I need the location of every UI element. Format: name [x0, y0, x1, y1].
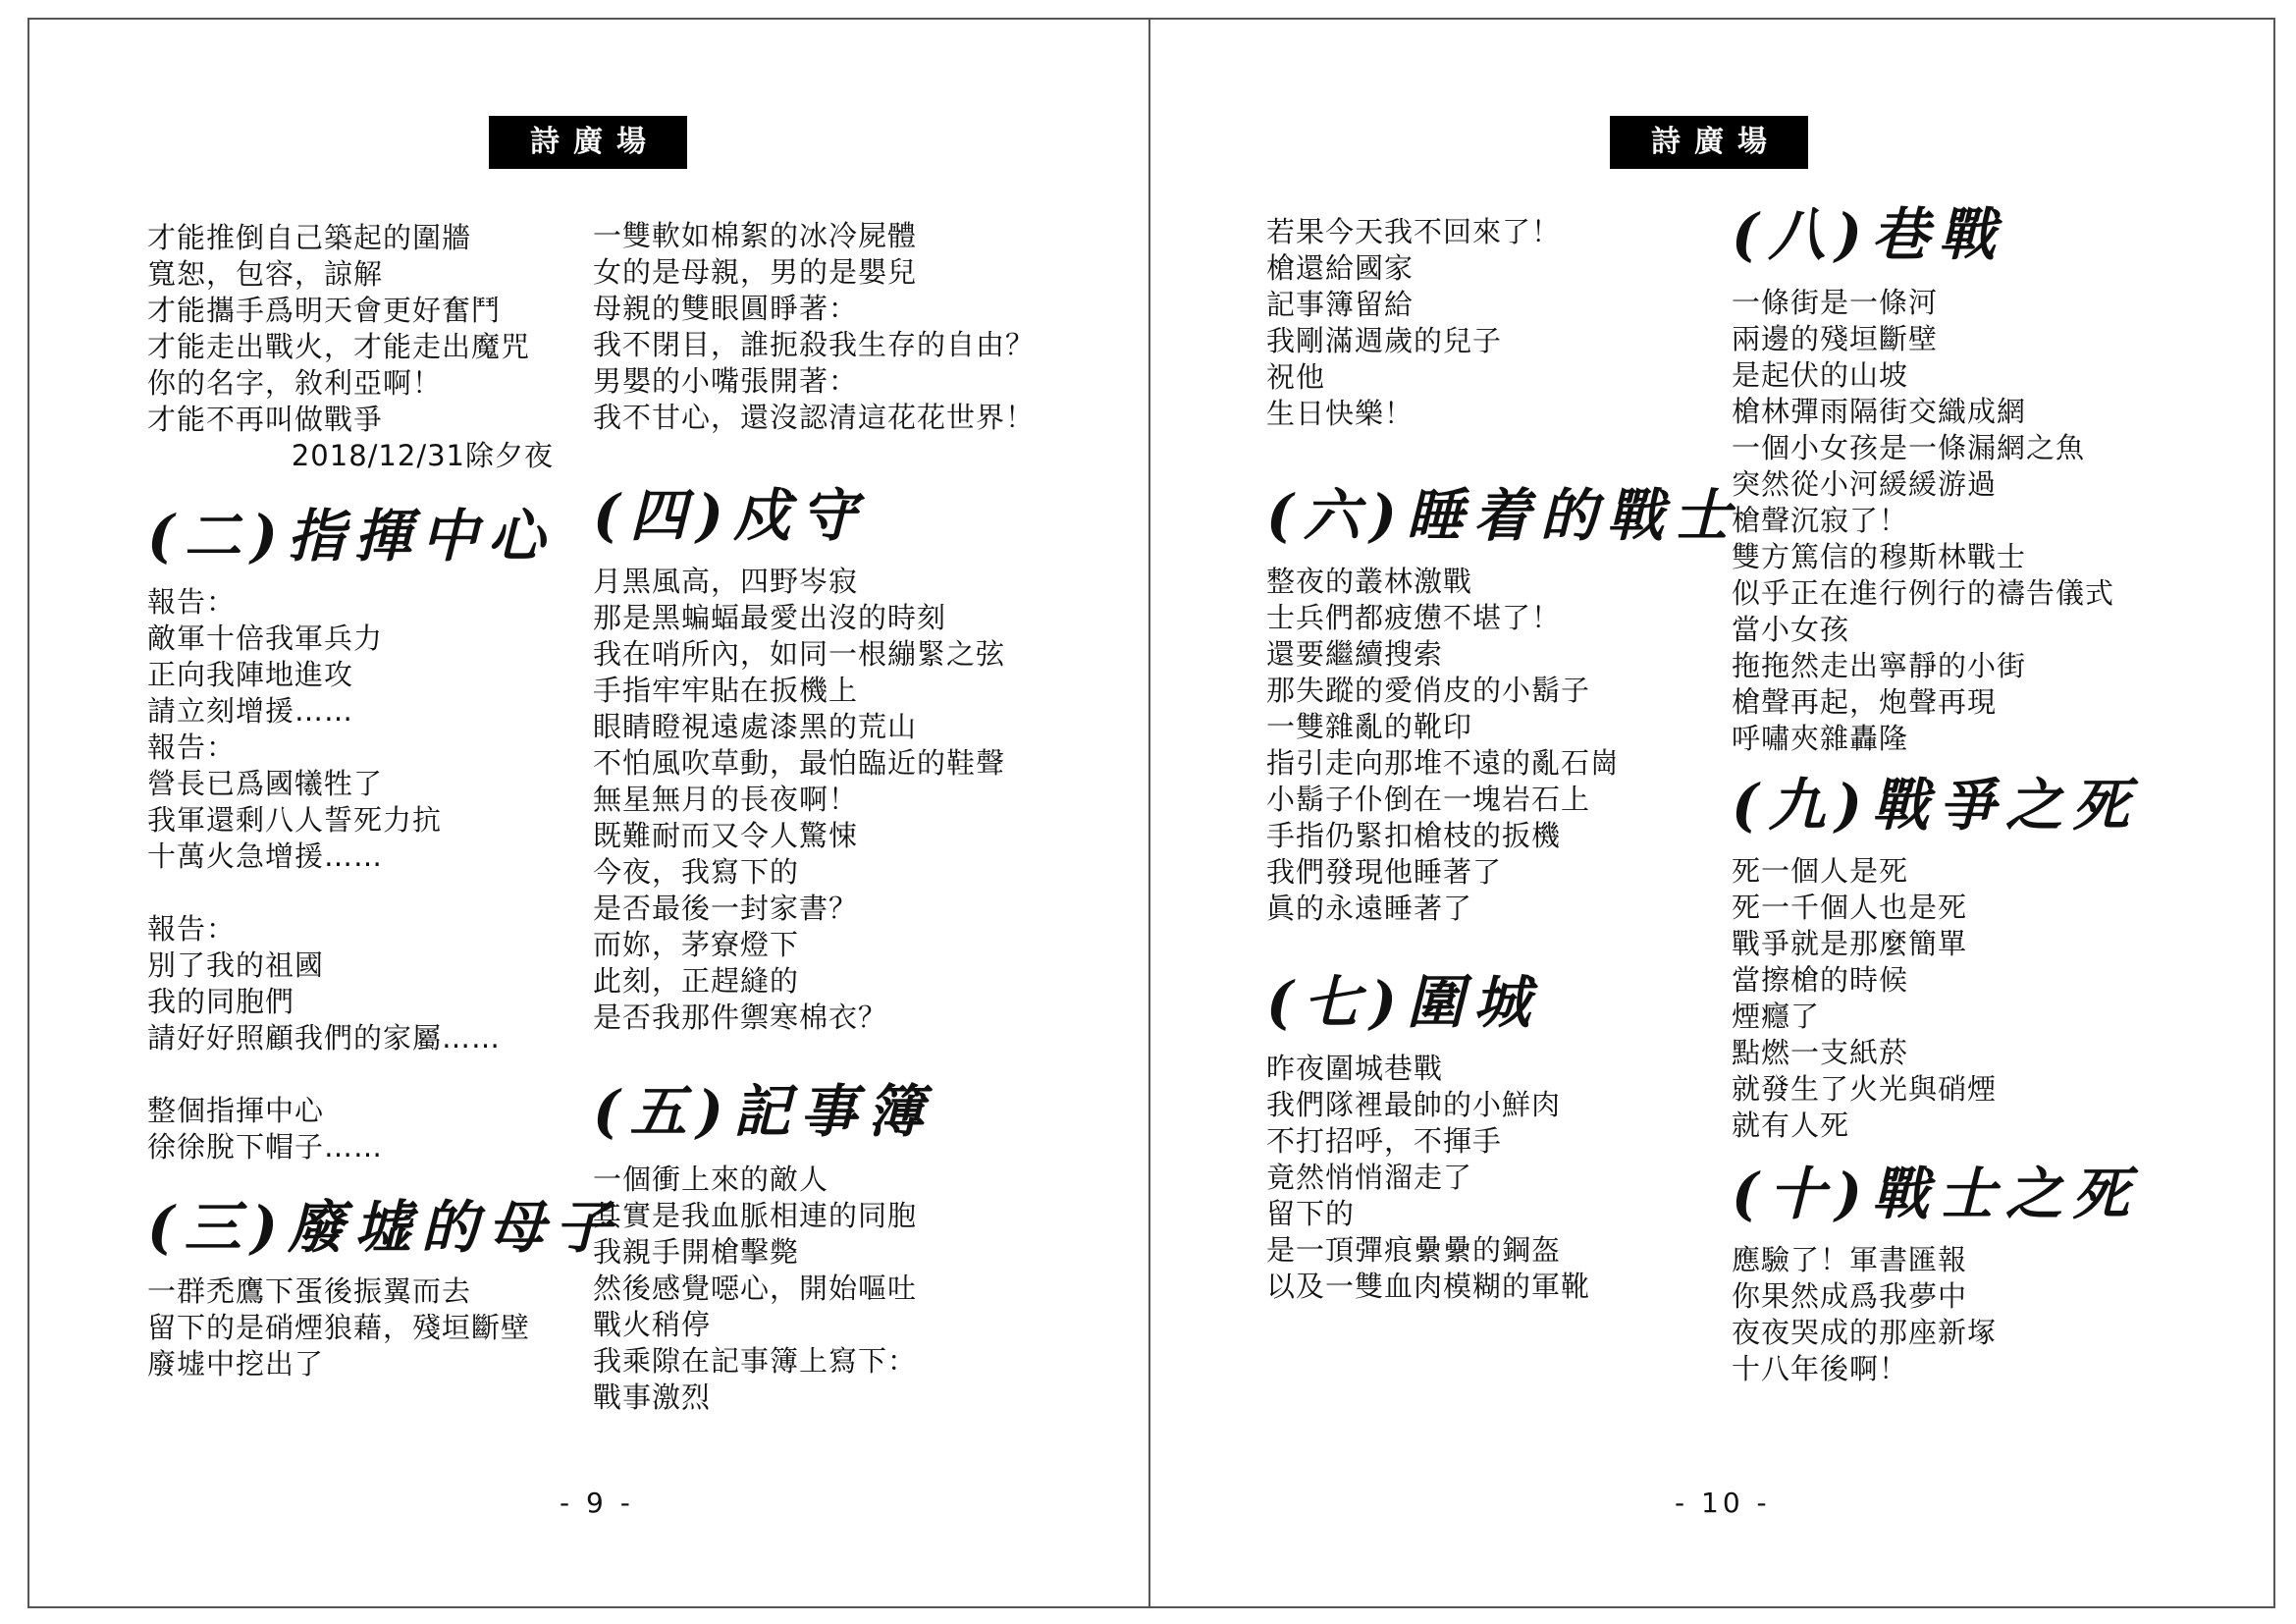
poem-line: 是一頂彈痕纍纍的鋼盔 [1266, 1233, 1562, 1267]
poem-line: 此刻，正趕縫的 [593, 964, 800, 998]
poem-line: 徐徐脫下帽子…… [147, 1130, 384, 1164]
poem-line: 死一千個人也是死 [1732, 891, 1968, 924]
section9-lines [1732, 853, 2183, 1144]
poem-line: 應驗了！軍書匯報 [1732, 1243, 1968, 1276]
poem-line: 當小女孩 [1732, 613, 1850, 646]
section3-lines [147, 1273, 560, 1382]
poem-line: 一條街是一條河 [1732, 286, 1939, 319]
section2-stanza1 [147, 584, 560, 875]
poem-line: 十萬火急增援…… [147, 839, 384, 873]
left-banner: 詩廣場 [489, 116, 687, 169]
poem-line: 雙方篤信的穆斯林戰士 [1732, 540, 2027, 573]
poem-line: 若果今天我不回來了！ [1266, 215, 1562, 248]
poem-line: 寬恕，包容，諒解 [147, 257, 384, 291]
page-divider [1148, 18, 1150, 1608]
poem-line: 而妳，茅寮燈下 [593, 928, 800, 961]
poem-line: 才能不再叫做戰爭 [147, 403, 384, 436]
poem-line: 士兵們都疲憊不堪了！ [1266, 601, 1562, 634]
poem-line: 一個小女孩是一條漏網之魚 [1732, 431, 2086, 464]
poem-line: 煙癮了 [1732, 1000, 1821, 1033]
poem-line: 夜夜哭成的那座新塚 [1732, 1316, 1998, 1349]
poem-line: 正向我陣地進攻 [147, 658, 354, 691]
page-number-left: - 9 - [560, 1487, 634, 1519]
section-title-8: (八)巷戰 [1732, 201, 2005, 268]
section10-lines [1732, 1242, 2183, 1387]
right-banner: 詩廣場 [1610, 116, 1808, 169]
poem-line: 廢墟中挖出了 [147, 1347, 325, 1380]
poem-line: 別了我的祖國 [147, 948, 325, 982]
section5-lines [593, 1162, 1044, 1416]
poem-line: 還要繼續搜索 [1266, 637, 1444, 671]
poem-line: 指引走向那堆不遠的亂石崗 [1266, 746, 1621, 780]
poem-line: 我親手開槍擊斃 [593, 1235, 800, 1269]
poem-line: 整夜的叢林激戰 [1266, 565, 1473, 598]
section6-lines [1266, 564, 1708, 927]
poem-line: 生日快樂！ [1266, 397, 1415, 430]
poem-line: 敵軍十倍我軍兵力 [147, 622, 384, 655]
poem-line: 不怕風吹草動，最怕臨近的鞋聲 [593, 746, 1006, 780]
left-col2-intro [593, 218, 1044, 436]
section-title-2: (二)指揮中心 [147, 503, 555, 569]
poem-line: 是否最後一封家書？ [593, 892, 859, 925]
poem-line: 留下的 [1266, 1197, 1356, 1230]
left-col-1 [147, 220, 621, 1382]
poem-line: 留下的是硝煙狼藉，殘垣斷壁 [147, 1311, 531, 1344]
poem-line: 母親的雙眼圓睜著： [593, 292, 859, 325]
right-col1-intro [1266, 214, 1708, 432]
poem-line: 報告： [147, 731, 237, 764]
poem-line: 月黑風高，四野岑寂 [593, 565, 859, 598]
right-col-1 [1266, 214, 1740, 1305]
poem-line: 小鬍子仆倒在一塊岩石上 [1266, 783, 1591, 816]
poem-line: 無星無月的長夜啊！ [593, 783, 859, 816]
poem-line: 是起伏的山坡 [1732, 358, 1909, 392]
poem-line: 我剛滿週歲的兒子 [1266, 324, 1503, 357]
section7-lines [1266, 1051, 1708, 1305]
poem-line: 才能走出戰火，才能走出魔咒 [147, 330, 531, 363]
poem-line: 戰火稍停 [593, 1308, 712, 1341]
poem-line: 才能攜手爲明天會更好奮鬥 [147, 294, 502, 327]
poem-line: 一群禿鷹下蛋後振翼而去 [147, 1274, 472, 1308]
section-title-4: (四)戍守 [593, 482, 867, 549]
section-title-9: (九)戰爭之死 [1732, 772, 2139, 839]
poem-line: 似乎正在進行例行的禱告儀式 [1732, 576, 2115, 610]
poem-line: 我們發現他睡著了 [1266, 855, 1503, 889]
poem-line: 槍聲沉寂了！ [1732, 504, 1909, 537]
poem-line: 眼睛瞪視遠處漆黑的荒山 [593, 710, 918, 743]
poem-line: 報告： [147, 585, 237, 619]
poem-line: 戰爭就是那麼簡單 [1732, 927, 1968, 960]
poem-line: 記事簿留給 [1266, 288, 1415, 321]
poem-line: 一雙軟如棉絮的冰冷屍體 [593, 219, 918, 252]
poem-line: 竟然悄悄溜走了 [1266, 1161, 1473, 1194]
poem-line: 眞的永遠睡著了 [1266, 892, 1473, 925]
poem-line: 死一個人是死 [1732, 854, 1909, 888]
poem-line: 呼嘯夾雜轟隆 [1732, 722, 1909, 755]
poem-line: 請好好照顧我們的家屬…… [147, 1021, 502, 1055]
poem-line: 昨夜圍城巷戰 [1266, 1052, 1444, 1085]
poem-line: 我不甘心，還沒認清這花花世界！ [593, 401, 1036, 434]
section2-stanza2 [147, 911, 560, 1056]
poem-line: 手指仍緊扣槍枝的扳機 [1266, 819, 1562, 852]
poem-line: 我不閉目，誰扼殺我生存的自由？ [593, 328, 1036, 361]
poem-line: 我乘隙在記事簿上寫下： [593, 1344, 918, 1378]
poem-line: 是否我那件禦寒棉衣？ [593, 1001, 888, 1034]
poem-line: 不打招呼，不揮手 [1266, 1124, 1503, 1158]
poem-line: 女的是母親，男的是嬰兒 [593, 255, 918, 289]
section-title-5: (五)記事簿 [593, 1078, 934, 1145]
poem-line: 當擦槍的時候 [1732, 963, 1909, 997]
page-number-right: - 10 - [1675, 1487, 1771, 1519]
poem-line: 報告： [147, 912, 237, 946]
poem-line: 一雙雜亂的靴印 [1266, 710, 1473, 743]
poem-date: 2018/12/31除夕夜 [291, 439, 554, 472]
section2-stanza3 [147, 1093, 560, 1165]
poem-line: 才能推倒自己築起的圍牆 [147, 221, 472, 254]
poem-line: 祝他 [1266, 360, 1326, 394]
section-title-10: (十)戰士之死 [1732, 1161, 2139, 1227]
poem-line: 然後感覺噁心，開始嘔吐 [593, 1272, 918, 1305]
poem-line: 點燃一支紙菸 [1732, 1036, 1909, 1069]
poem-line: 突然從小河緩緩游過 [1732, 467, 1998, 501]
poem-line: 那是黑蝙蝠最愛出沒的時刻 [593, 601, 947, 634]
poem-line: 槍還給國家 [1266, 251, 1415, 285]
poem-line: 拖拖然走出寧靜的小街 [1732, 649, 2027, 682]
poem-line: 兩邊的殘垣斷壁 [1732, 322, 1939, 355]
poem-line: 槍林彈雨隔街交織成網 [1732, 395, 2027, 428]
poem-line: 手指牢牢貼在扳機上 [593, 674, 859, 707]
poem-line: 我們隊裡最帥的小鮮肉 [1266, 1088, 1562, 1121]
poem-line: 整個指揮中心 [147, 1094, 325, 1127]
section4-lines [593, 564, 1044, 1036]
poem-line: 槍聲再起，炮聲再現 [1732, 685, 1998, 719]
poem-line: 請立刻增援…… [147, 694, 354, 728]
poem-line: 那失蹤的愛俏皮的小鬍子 [1266, 674, 1591, 707]
left-col-2 [593, 218, 1044, 1416]
poem-line: 我軍還剩八人誓死力抗 [147, 803, 443, 837]
right-col-2 [1732, 200, 2183, 1387]
poem-line: 營長已爲國犧牲了 [147, 767, 384, 800]
poem-line: 男嬰的小嘴張開著： [593, 364, 859, 398]
section8-lines [1732, 285, 2183, 757]
poem-line: 戰事激烈 [593, 1380, 712, 1414]
section-title-7: (七)圍城 [1266, 969, 1540, 1036]
poem-line: 既難耐而又令人驚悚 [593, 819, 859, 852]
poem-line: 我在哨所內，如同一根繃緊之弦 [593, 637, 1006, 671]
poem-line: 一個衝上來的敵人 [593, 1163, 829, 1196]
section-title-6: (六)睡着的戰士 [1266, 482, 1740, 549]
poem-line: 其實是我血脈相連的同胞 [593, 1199, 918, 1232]
poem-line: 十八年後啊！ [1732, 1352, 1909, 1385]
poem-line: 就有人死 [1732, 1109, 1850, 1142]
poem-line: 我的同胞們 [147, 985, 295, 1018]
poem-line: 你果然成爲我夢中 [1732, 1279, 1968, 1313]
section-title-3: (三)廢墟的母子 [147, 1194, 621, 1261]
left-col1-intro [147, 220, 560, 438]
poem-line: 就發生了火光與硝煙 [1732, 1072, 1998, 1106]
poem-line: 以及一雙血肉模糊的軍靴 [1266, 1270, 1591, 1303]
poem-line: 今夜，我寫下的 [593, 855, 800, 889]
poem-line: 你的名字，敘利亞啊！ [147, 366, 443, 400]
